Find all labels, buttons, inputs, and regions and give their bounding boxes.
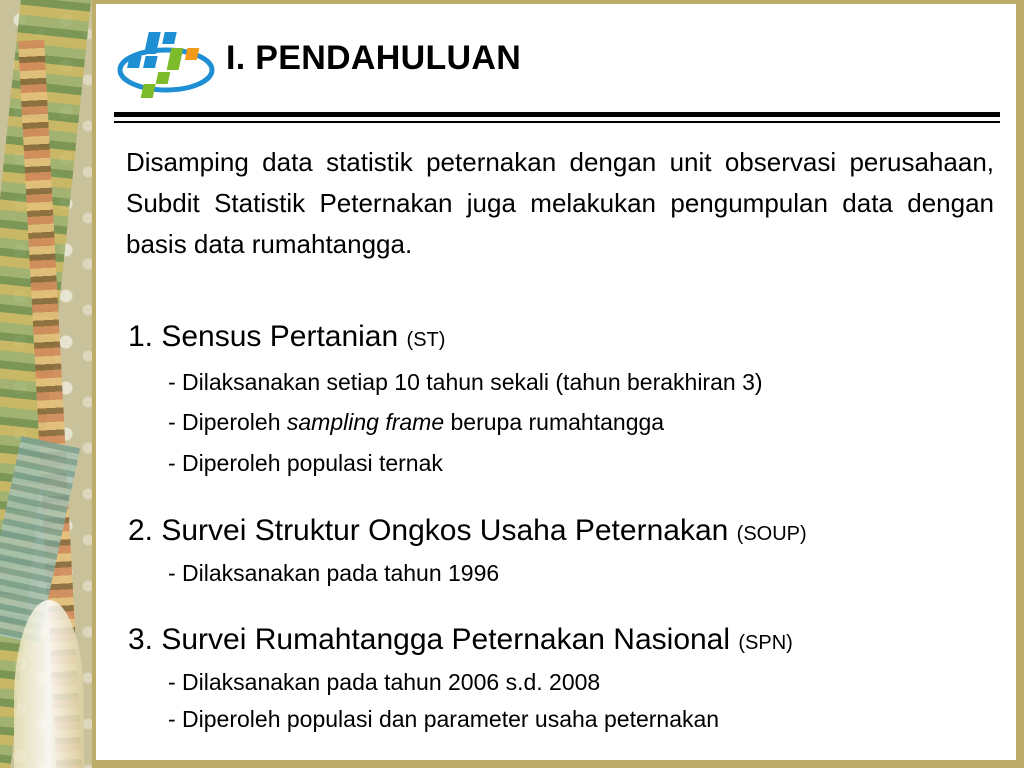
section-abbreviation: (ST) [406, 329, 446, 351]
intro-paragraph: Disamping data statistik peternakan dengan unit observasi perusahaan, Subdit Statistik Peternakan juga melakukan pengumpulan data dengan basis data rumahtangga. [126, 147, 994, 259]
section-item: - Dilaksanakan pada tahun 1996 [168, 560, 500, 586]
section-heading-st [128, 320, 445, 357]
title-divider-thick [114, 112, 1000, 117]
slide-title: I. PENDAHULUAN [226, 39, 522, 77]
section-item: - Diperoleh populasi dan parameter usaha peternakan [168, 706, 720, 732]
section-heading-text: 2. Survei Struktur Ongkos Usaha Peternakan [128, 514, 729, 547]
section-abbreviation: (SPN) [738, 632, 793, 654]
section-item [168, 408, 664, 436]
section-item-text: berupa rumahtangga [444, 409, 665, 435]
decorative-side-pattern [0, 0, 92, 768]
section-abbreviation: (SOUP) [736, 523, 807, 545]
section-heading-text: 1. Sensus Pertanian [128, 320, 399, 353]
bps-logo-icon [116, 26, 216, 102]
section-heading-soup [128, 514, 807, 551]
section-heading-spn [128, 623, 793, 660]
section-item: - Dilaksanakan setiap 10 tahun sekali (tahun berakhiran 3) [168, 369, 763, 395]
section-item: - Diperoleh populasi ternak [168, 450, 443, 476]
section-item-emphasis: sampling frame [286, 409, 445, 435]
section-heading-text: 3. Survei Rumahtangga Peternakan Nasional [128, 623, 731, 656]
title-divider-thin [114, 121, 1000, 123]
section-item: - Dilaksanakan pada tahun 2006 s.d. 2008 [168, 669, 601, 695]
section-item-text: - Diperoleh [168, 409, 287, 435]
